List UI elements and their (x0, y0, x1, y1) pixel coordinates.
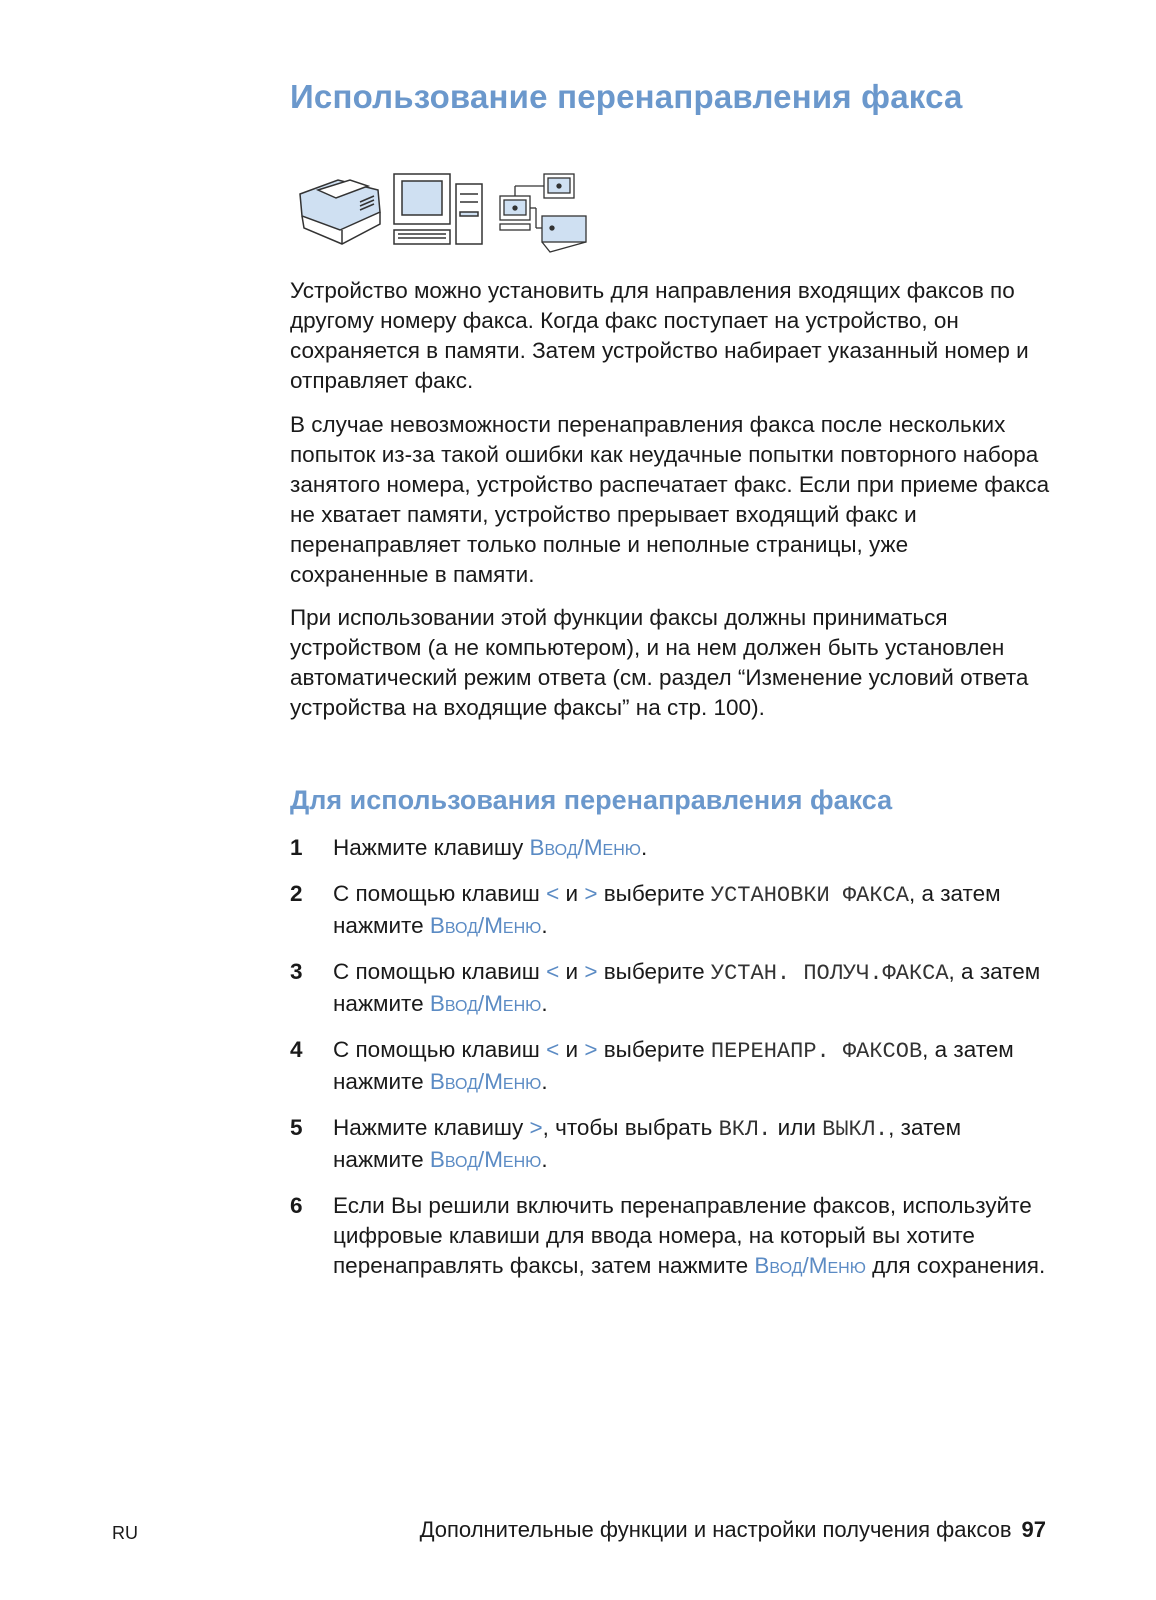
footer-chapter: Дополнительные функции и настройки получения факсов (419, 1517, 1012, 1542)
fax-machine-icon (300, 180, 380, 244)
paragraph-errors: В случае невозможности перенаправления факса после нескольких попыток из-за такой ошибки как неудачные попытки повторного набора занятого номера, устройство распечатает факс. Если при приеме факса не хватает памяти, устройство прерывает входящий факс и перенаправляет только полные и неполные страницы, уже сохраненные в памяти. (290, 412, 1050, 587)
enter-menu-key: Ввод/Меню (429, 913, 542, 938)
step-3: 3 С помощью клавиш < и > выберите УСТАН. ПОЛУЧ.ФАКСА, а затем нажмите Ввод/Меню. (290, 959, 1041, 1016)
step-5: 5 Нажмите клавишу >, чтобы выбрать ВКЛ. или ВЫКЛ., затем нажмите Ввод/Меню. (290, 1115, 962, 1172)
step-2: 2 С помощью клавиш < и > выберите УСТАНОВКИ ФАКСА, а затем нажмите Ввод/Меню. (290, 881, 1001, 938)
section-title: Для использования перенаправления факса (290, 785, 893, 815)
step-number: 3 (290, 959, 303, 984)
lcd-menu-text: УСТАН. ПОЛУЧ.ФАКСА (710, 961, 949, 986)
step-number: 2 (290, 881, 303, 906)
right-arrow-key: > (584, 959, 598, 984)
desktop-computer-icon (394, 174, 482, 244)
step-1: 1 Нажмите клавишу Ввод/Меню. (290, 833, 1050, 863)
right-arrow-key: > (584, 881, 598, 906)
left-arrow-key: < (546, 881, 560, 906)
paragraph-requirements: При использовании этой функции факсы должны приниматься устройством (а не компьютером), и на нем должен быть установлен автоматический режим ответа (см. раздел “Изменение условий ответа устройства на входящие факсы” на стр. 100). (290, 605, 1029, 720)
right-arrow-key: > (584, 1037, 598, 1062)
right-arrow-key: > (529, 1115, 543, 1140)
enter-menu-key: Ввод/Меню (529, 835, 641, 860)
enter-menu-key: Ввод/Меню (754, 1253, 866, 1278)
enter-menu-key: Ввод/Меню (429, 1147, 542, 1172)
step-number: 6 (290, 1193, 303, 1218)
step-number: 4 (290, 1037, 303, 1062)
footer-language: RU (112, 1523, 138, 1543)
step-number: 1 (290, 835, 303, 860)
step-4: 4 С помощью клавиш < и > выберите ПЕРЕНАПР. ФАКСОВ, а затем нажмите Ввод/Меню. (290, 1037, 1014, 1094)
step-6: 6 Если Вы решили включить перенаправление факсов, используйте цифровые клавиши для ввода номера, на который вы хотите перенаправлять факсы, затем нажмите Ввод/Меню для сохранения. (290, 1193, 1046, 1278)
page-title: Использование перенаправления факса (290, 78, 963, 115)
steps-list (290, 833, 1050, 1297)
page-number: 97 (1021, 1517, 1046, 1542)
enter-menu-key: Ввод/Меню (429, 991, 542, 1016)
lcd-menu-text: ПЕРЕНАПР. ФАКСОВ (710, 1039, 923, 1064)
enter-menu-key: Ввод/Меню (429, 1069, 542, 1094)
lcd-off-text: ВЫКЛ. (822, 1117, 889, 1142)
network-icon (500, 174, 586, 252)
lcd-menu-text: УСТАНОВКИ ФАКСА (710, 883, 909, 908)
paragraph-intro: Устройство можно установить для направления входящих факсов по другому номеру факса. Когда факс поступает на устройство, он сохраняется в памяти. Затем устройство набирает указанный номер и отправляет факс. (290, 278, 1029, 393)
step-number: 5 (290, 1115, 303, 1140)
left-arrow-key: < (546, 959, 560, 984)
left-arrow-key: < (546, 1037, 560, 1062)
lcd-on-text: ВКЛ. (718, 1117, 772, 1142)
footer (420, 1517, 1046, 1543)
fax-forwarding-illustration (290, 172, 610, 258)
